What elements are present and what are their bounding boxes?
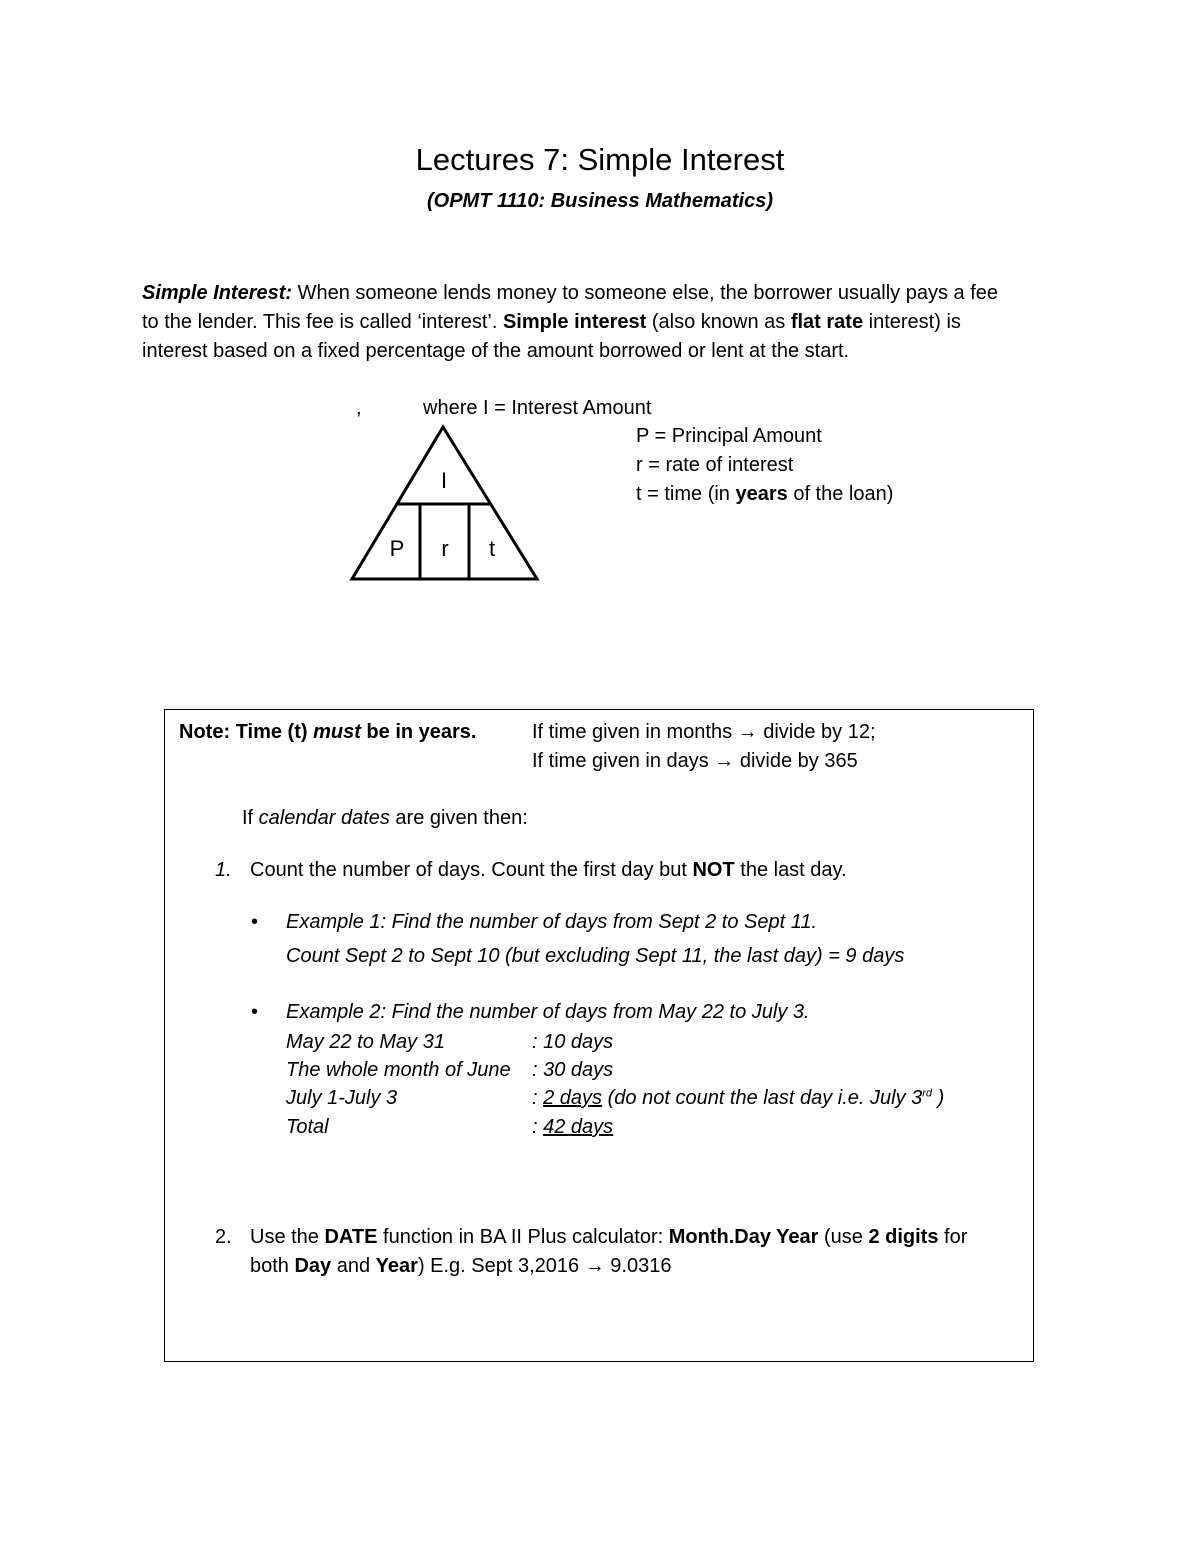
intro-line-2: to the lender. This fee is called ‘interest’. Simple interest (also known as flat rate interest) is	[142, 311, 961, 333]
intro-term: Simple Interest:	[142, 282, 293, 304]
ex2-row-label: May 22 to May 31	[286, 1031, 445, 1053]
days-rule: If time given in days → divide by 365	[532, 750, 858, 772]
example-2-line-1: Example 2: Find the number of days from May 22 to July 3.	[286, 1001, 810, 1023]
intro-line-3: interest based on a fixed percentage of the amount borrowed or lent at the start.	[142, 340, 850, 362]
step-2-line-2: both Day and Year) E.g. Sept 3,2016 → 9.0316	[250, 1255, 672, 1277]
triangle-label-rate: r	[441, 536, 449, 561]
ex2-row-value: : 2 days (do not count the last day i.e. July 3rd )	[532, 1087, 945, 1109]
bullet-example-1: •	[251, 911, 259, 933]
time-def: t = time (in years of the loan)	[636, 483, 894, 505]
interest-triangle-diagram	[340, 418, 550, 588]
triangle-label-time: t	[488, 536, 496, 561]
where-interest-def: where I = Interest Amount	[423, 397, 652, 419]
example-1-line-1: Example 1: Find the number of days from Sept 2 to Sept 11.	[286, 911, 818, 933]
ex2-row-label: July 1-July 3	[286, 1087, 398, 1109]
rate-def: r = rate of interest	[636, 454, 794, 476]
ex2-row-label: The whole month of June	[286, 1059, 511, 1081]
step-1-number: 1.	[215, 859, 232, 881]
step-2-line-1: Use the DATE function in BA II Plus calculator: Month.Day Year (use 2 digits for	[250, 1226, 968, 1248]
calendar-intro: If calendar dates are given then:	[242, 807, 528, 829]
months-rule: If time given in months → divide by 12;	[532, 721, 876, 743]
ex2-row-value: : 10 days	[532, 1031, 614, 1053]
note-label: Note: Time (t) must be in years.	[179, 721, 477, 743]
note-box	[164, 709, 1034, 1362]
example-1-line-2: Count Sept 2 to Sept 10 (but excluding Sept 11, the last day) = 9 days	[286, 945, 905, 967]
ex2-row-value: : 30 days	[532, 1059, 614, 1081]
triangle-label-principal: P	[389, 536, 405, 561]
course-subtitle: (OPMT 1110: Business Mathematics)	[426, 190, 774, 212]
step-2-number: 2.	[215, 1226, 232, 1248]
page-title: Lectures 7: Simple Interest	[415, 142, 785, 177]
intro-line-1: Simple Interest: When someone lends money to someone else, the borrower usually pays a fee	[142, 282, 998, 304]
ex2-row-label: Total	[286, 1116, 329, 1138]
principal-def: P = Principal Amount	[636, 425, 822, 447]
ex2-row-value: : 42 days	[532, 1116, 614, 1138]
bullet-example-2: •	[251, 1001, 259, 1023]
triangle-label-interest: I	[440, 468, 448, 493]
formula-comma: ,	[356, 397, 362, 419]
step-1-text: Count the number of days. Count the first day but NOT the last day.	[250, 859, 847, 881]
